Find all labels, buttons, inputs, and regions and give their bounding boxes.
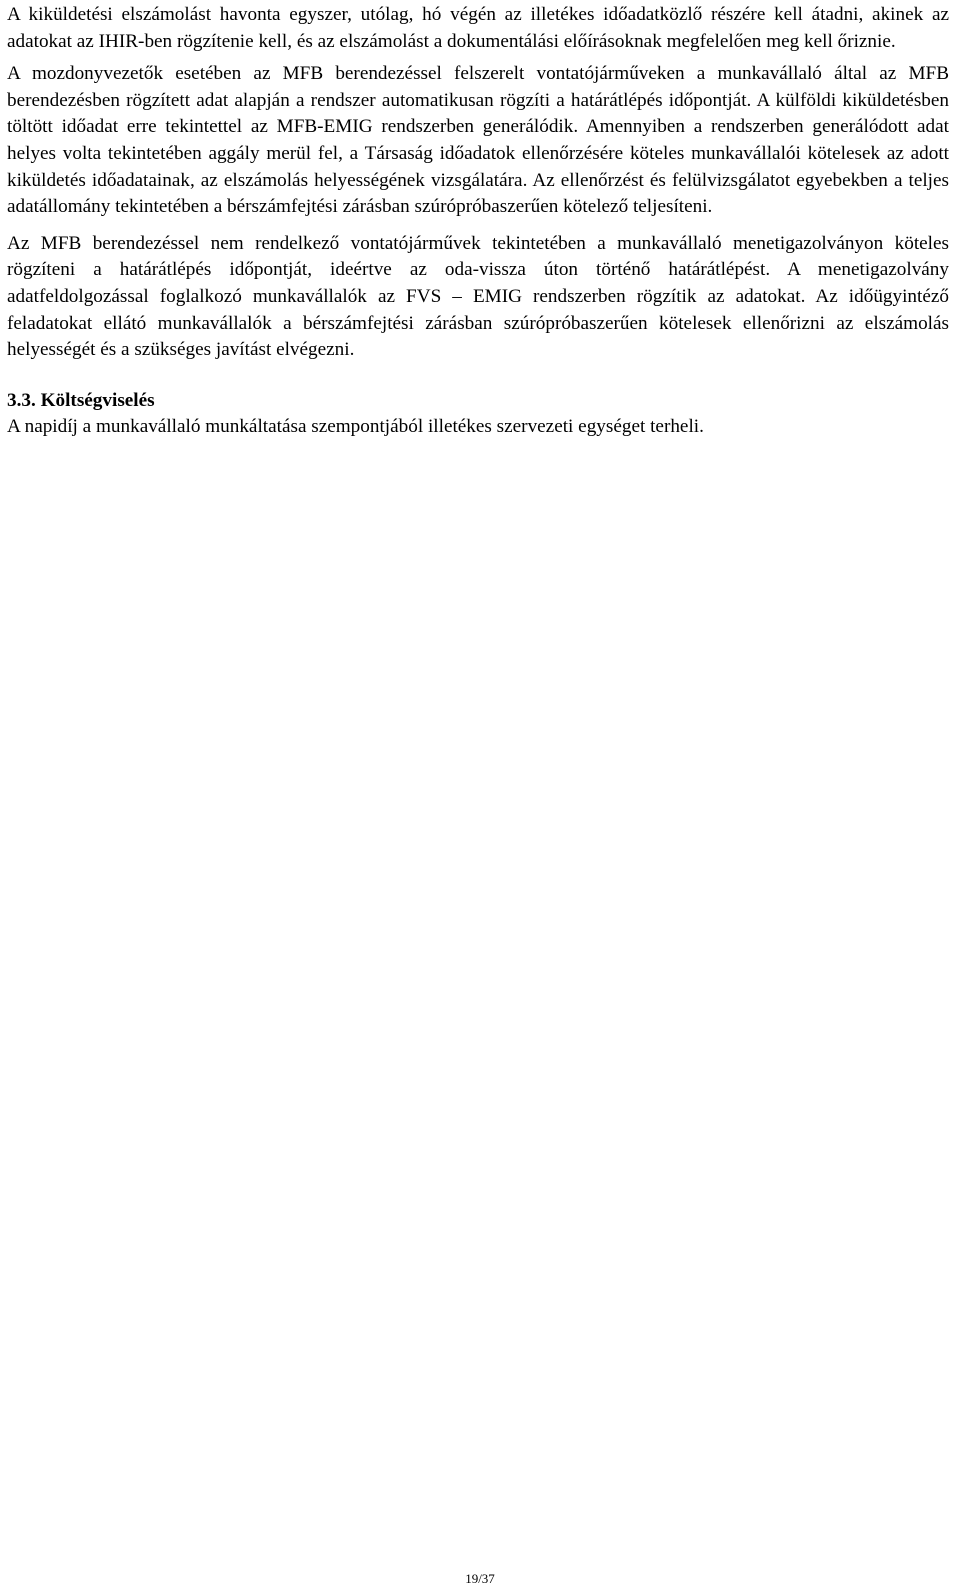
paragraph-no-mfb-equipment: Az MFB berendezéssel nem rendelkező vontatójárművek tekintetében a munkavállaló menetigazolványon köteles rögzíteni a határátlépés időpontját, ideértve az oda-vissza úton történő határátlépést. A menetigazolvány adatfeldolgozással foglalkozó munkavállalók az FVS – EMIG rendszerben rögzítik az adatokat. Az időügyintéző feladatokat ellátó munkavállalók a bérszámfejtési zárásban szúrópróbaszerűen kötelesek ellenőrizni az elszámolás helyességét és a szükséges javítást elvégezni.: [7, 232, 949, 361]
paragraph-mfb-equipment: A mozdonyvezetők esetében az MFB berendezéssel felszerelt vontatójárműveken a munkavállaló által az MFB berendezésben rögzített adat alapján a rendszer automatikusan rögzíti a határátlépés időpontját. A külföldi kiküldetésben töltött időadat erre tekintettel az MFB-EMIG rendszerben generálódik. Amennyiben a rendszerben generálódott adat helyes volta tekintetében aggály merül fel, a Társaság időadatok ellenőrzésére köteles munkavállalói kötelesek az adott kiküldetés időadatainak, az elszámolás helyességének vizsgálatára. Az ellenőrzést és felülvizsgálatot egyebekben a teljes adatállomány tekintetében a bérszámfejtési zárásban szúrópróbaszerűen kötelező teljesíteni.: [7, 63, 949, 218]
paragraph-accounting-handover: A kiküldetési elszámolást havonta egyszer, utólag, hó végén az illetékes időadatközlő részére kell átadni, akinek az adatokat az IHIR-ben rögzítenie kell, és az elszámolást a dokumentálási előírásoknak megfelelően meg kell őriznie.: [7, 4, 949, 52]
page-number: 19/37: [465, 1571, 495, 1586]
section-heading-cost-bearing: 3.3. Költségviselés: [7, 389, 155, 411]
document-page: [7, 2, 949, 441]
paragraph-cost-bearing: A napidíj a munkavállaló munkáltatása szempontjából illetékes szervezeti egységet terheli.: [7, 416, 704, 438]
